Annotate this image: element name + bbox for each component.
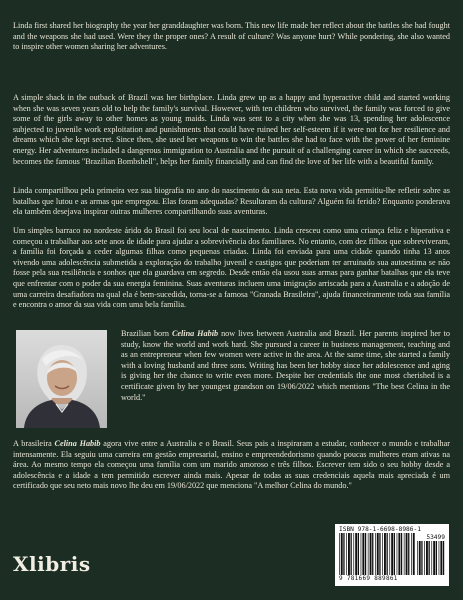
barcode-bar bbox=[346, 533, 347, 575]
story-paragraph-pt: Um simples barraco no nordeste árido do Brasil foi seu local de nascimento. Linda cresceu como uma criança feliz e hiperativa e começou a trabalhar aos sete anos de idade para ajudar a sobrevivência dos familiares. No entanto, com dez filhos que sobreviveram, a família foi forçada a ceder algumas filhas como pequenas criadas. Linda foi enviada para uma cidade quando tinha 13 anos vivendo uma adolescência submetida a exploração do trabalho juvenil e castigos que poderiam ter arruinado sua autoestima se não fosse pela sua resiliência e sonhos que ela guardava em segredo. Desde então ela usou suas armas para ganhar batalhas que ela teve que enfrentar com o poder da sua energia feminina. Suas aventuras incluem uma imigração arriscada para a Australia e a adoção de uma carreira desafiadora na qual ela é bem-sucedida, torna-se a famosa "Granada Brasileira", ajuda financeiramente toda sua família e encontra o amor da sua vida com uma bela família. bbox=[13, 226, 450, 310]
barcode-bar bbox=[353, 533, 354, 575]
barcode-bar bbox=[379, 533, 380, 575]
barcode-bar bbox=[443, 541, 444, 575]
barcode-bar bbox=[343, 533, 344, 575]
barcode-bar bbox=[424, 541, 425, 575]
barcode-bar bbox=[372, 533, 373, 575]
barcode-bar bbox=[421, 541, 422, 575]
barcode-bar bbox=[408, 533, 409, 575]
barcode-bar bbox=[348, 533, 350, 575]
author-name: Celina Habib bbox=[171, 329, 219, 338]
intro-paragraph-en: Linda first shared her biography the year her granddaughter was born. This new life made her reflect about the battles she had fought and the weapons she had used. Were they the proper ones? A result of culture? Was anyone hurt? While pondering, she also wanted to inspire other women sharing her adventures. bbox=[13, 21, 450, 52]
barcode-bar bbox=[389, 533, 390, 575]
barcode-bar bbox=[368, 533, 369, 575]
barcode-number: 9 781669 889861 bbox=[339, 575, 398, 582]
barcode-bar bbox=[355, 533, 357, 575]
barcode-bar bbox=[417, 541, 418, 575]
publisher-logo: Xlibris bbox=[13, 552, 91, 576]
barcode-bar bbox=[406, 533, 408, 575]
barcode-bar bbox=[351, 533, 352, 575]
barcode-bar bbox=[384, 533, 386, 575]
bio-en-body: now lives between Australia and Brazil. Her parents inspired her to study, know the world and work hard. She pursued a career in business management, teaching and as an entrepreneur when few women were active in the area. At the same time, she started a family with a loving husband and three sons. Writing has been her hobby since her adolescence and aging is giving her the chance to write even more. Despite her credentials the one most cherished is a certificate given by her youngest grandson on 19/06/2022 which mentions "The best Celina in the world." bbox=[121, 329, 451, 402]
story-paragraph-en: A simple shack in the outback of Brazil was her birthplace. Linda grew up as a happy and hyperactive child and started working when she was seven years old to help the family's survival. However, with ten children who survived, the family was forced to give some of the girls away to other homes as young maids. Linda was sent to a city when she was 13, spending her adolescence subjected to juvenile work exploitation and punishments that could have ruined her self-esteem if it were not for her resilience and dreams which she kept secret. Since then, she used her weapons to win the battles she had to face with the power of her feminine energy. Her adventures included a dangerous immigration to Australia and the pursuit of a challenging career in which she succeeds, becomes the famous "Brazilian Bombshell", helps her family financially and can find the love of her life with a beautiful family. bbox=[13, 93, 450, 166]
barcode-bar bbox=[365, 533, 366, 575]
barcode-bar bbox=[436, 541, 437, 575]
addon-barcode-icon bbox=[417, 541, 445, 575]
barcode-bar bbox=[419, 541, 421, 575]
barcode-bar bbox=[387, 533, 388, 575]
intro-paragraph-pt: Linda compartilhou pela primeira vez sua biografia no ano do nascimento da sua neta. Esta nova vida permitiu-lhe refletir sobre as batalhas que lutou e as armas que empregou. Elas foram adequadas? Resultaram da cultura? Alguém foi ferido? Enquanto ponderava ela também desejava inspirar outras mulheres compartilhando suas aventuras. bbox=[13, 186, 450, 217]
barcode-bar bbox=[370, 533, 372, 575]
bio-pt-prefix: A brasileira bbox=[13, 439, 55, 448]
barcode-bar bbox=[431, 541, 432, 575]
price-code: 53499 bbox=[426, 534, 445, 541]
barcode-bar bbox=[439, 541, 440, 575]
barcode-bar bbox=[391, 533, 393, 575]
barcode-bar bbox=[341, 533, 343, 575]
barcode-bar bbox=[394, 533, 395, 575]
author-name-pt: Celina Habib bbox=[54, 439, 101, 448]
author-bio-en bbox=[121, 329, 450, 403]
author-bio-pt bbox=[13, 439, 450, 492]
barcode-bar bbox=[358, 533, 359, 575]
barcode-bar bbox=[440, 541, 442, 575]
barcode-bar bbox=[411, 533, 412, 575]
barcode-bar bbox=[362, 533, 364, 575]
author-portrait-icon bbox=[16, 330, 107, 428]
barcode-bar bbox=[426, 541, 428, 575]
barcode-bars-icon bbox=[339, 533, 415, 575]
barcode-bar bbox=[382, 533, 383, 575]
bio-en-prefix: Brazilian born bbox=[121, 329, 172, 338]
barcode-bar bbox=[404, 533, 405, 575]
author-photo bbox=[16, 330, 107, 428]
barcode-bar bbox=[429, 541, 430, 575]
bio-pt-body: agora vive entre a Australia e o Brasil. Seus pais a inspiraram a estudar, conhecer o mundo e trabalhar intensamente. Ela seguiu uma carreira em gestão empresarial, ensino e empreendedorismo quando poucas mulheres eram ativas na área. Ao mesmo tempo ela começou uma família com um marido amoroso e três filhos. Escrever tem sido o seu hobby desde a adolescência e a idade a tem permitido escrever ainda mais. Apesar de todas as suas credenciais aquela mais apreciada é um certificado que seu neto mais novo lhe deu em 19/06/2022 que menciona "A melhor Celina do mundo." bbox=[13, 439, 451, 491]
barcode-bar bbox=[398, 533, 400, 575]
barcode-bar bbox=[401, 533, 402, 575]
isbn-barcode bbox=[335, 524, 449, 586]
barcode-bar bbox=[433, 541, 435, 575]
barcode-bar bbox=[397, 533, 398, 575]
barcode-bar bbox=[361, 533, 362, 575]
barcode-bar bbox=[339, 533, 340, 575]
isbn-label: ISBN 978-1-6698-8986-1 bbox=[339, 526, 421, 533]
barcode-bar bbox=[375, 533, 376, 575]
barcode-bar bbox=[377, 533, 379, 575]
barcode-bar bbox=[413, 533, 415, 575]
